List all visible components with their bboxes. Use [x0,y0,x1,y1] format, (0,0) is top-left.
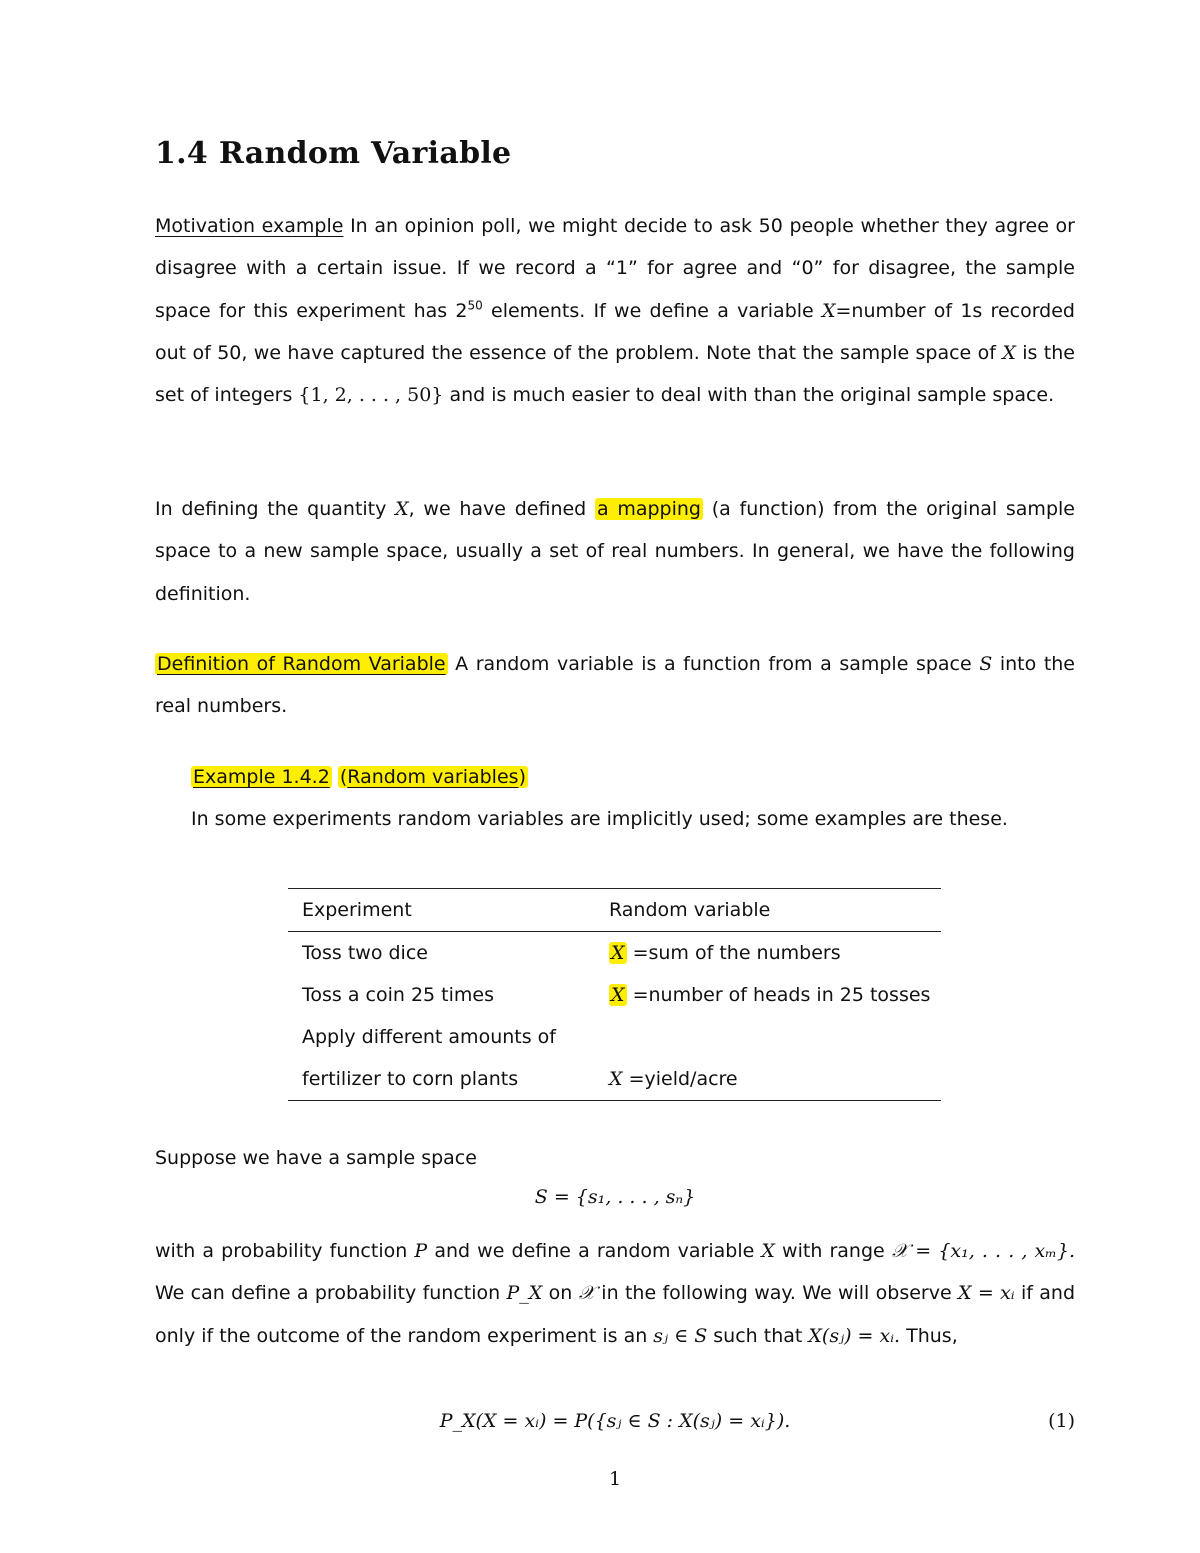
prob-text-b: and we define a random variable [427,1240,762,1262]
mapping-highlight: a mapping [596,498,701,520]
mapping-text-1: In defining the quantity [155,498,396,520]
observe-expression: X = xᵢ [958,1282,1015,1305]
equation-1-number: (1) [1048,1410,1075,1432]
table-row [288,1058,941,1101]
symbol-px: P_X [506,1282,543,1305]
prob-text-d: We can define a probability function [155,1282,507,1305]
sj-expression: sⱼ ∈ S [653,1324,708,1347]
integer-set: {1, 2, . . . , 50} [298,384,444,407]
header-experiment: Experiment [288,889,595,932]
cell-random-variable [595,1058,941,1101]
variable-x: X [821,299,836,322]
sample-space-equation [155,1186,1075,1208]
motivation-text-4: is the set of integers [155,341,1075,407]
prob-text-g: if and only if the outcome of the random experiment is an [155,1282,1075,1347]
cell-random-variable [595,932,941,975]
cell-random-variable [595,974,941,1016]
variable-x: X [611,942,625,964]
range-expression: 𝒳 = {x₁, . . . , xₘ}. [891,1240,1076,1262]
page-number: 1 [608,1468,622,1490]
symbol-p: P [414,1240,428,1262]
equation-1 [155,1410,1075,1432]
cell-experiment: Toss a coin 25 times [302,984,494,1006]
motivation-text-3: =number of 1s recorded out of 50, we have captured the essence of the problem. Note that the sample space of [155,299,1075,364]
cell-rv-text: =number of heads in 25 tosses [626,984,931,1006]
cell-experiment: Apply different amounts of [302,1026,556,1048]
variable-x: X [611,984,625,1006]
motivation-paragraph [155,205,1075,416]
table-row [288,932,941,975]
mapping-text-2: , we have defined [408,498,595,520]
prob-text-a: with a probability function [155,1240,415,1262]
prob-text-i: Thus, [900,1324,958,1347]
map-expression: X(sⱼ) = xᵢ. [808,1324,901,1347]
motivation-label: Motivation example [155,215,344,237]
definition-paragraph [155,643,1075,728]
variable-x: X [1002,341,1016,364]
motivation-text-2: elements. If we define a variable [482,299,822,322]
definition-text-2: into the real numbers. [155,653,1076,718]
motivation-text-1: In an opinion poll, we might decide to ask 50 people whether they agree or disagree with a certain issue. If we record a “1” for agree and “0” for disagree, the sample space for this experiment has 2 [155,215,1075,322]
table-header-row [288,889,941,932]
example-intro: In some experiments random variables are implicitly used; some examples are these. [191,808,1008,831]
prob-text-c: with range [774,1240,892,1262]
experiments-table [288,888,941,1101]
cell-experiment: fertilizer to corn plants [302,1068,519,1090]
variable-x: X [395,498,409,520]
section-title: 1.4 Random Variable [155,136,512,171]
motivation-text-5: and is much easier to deal with than the original sample space. [443,384,1055,407]
definition-label: Definition of Random Variable [157,653,446,675]
variable-x: X [761,1240,775,1262]
example-paren-label: Random variables [347,766,519,788]
definition-text-1: A random variable is a function from a sample space [447,653,980,675]
mapping-text-3: (a function) from the original sample space to a new sample space, usually a set of real numbers. In general, we have the following definition. [155,498,1075,605]
variable-s: S [979,653,993,675]
symbol-calx: 𝒳 [578,1282,595,1305]
example-block: Example 1.4.2 (Random variables) In some experiments random variables are implicitly used; some examples are these. [191,766,1008,831]
probability-paragraph [155,1230,1075,1357]
header-random-variable: Random variable [595,889,941,932]
cell-random-variable [595,1016,941,1058]
prob-text-h: such that [707,1324,809,1347]
sample-space-intro-block [155,1137,1075,1179]
table-row [288,1016,941,1058]
equation-1-body: P_X(X = xᵢ) = P({sⱼ ∈ S : X(sⱼ) = xᵢ}). [439,1410,791,1432]
prob-text-e: on [542,1282,579,1305]
exponent-50: 50 [467,298,483,313]
section-heading-block [155,136,1075,171]
cell-rv-text: =yield/acre [622,1068,738,1090]
sample-space-intro: Suppose we have a sample space [155,1147,477,1169]
equation-s: S = {s₁, . . . , sₙ} [534,1186,696,1208]
cell-experiment: Toss two dice [302,942,428,964]
cell-rv-text: =sum of the numbers [626,942,841,964]
mapping-paragraph [155,488,1075,615]
variable-x: X [609,1068,623,1090]
table-row [288,974,941,1016]
example-label: Example 1.4.2 [193,766,330,788]
prob-text-f: in the following way. We will observe [594,1282,958,1305]
